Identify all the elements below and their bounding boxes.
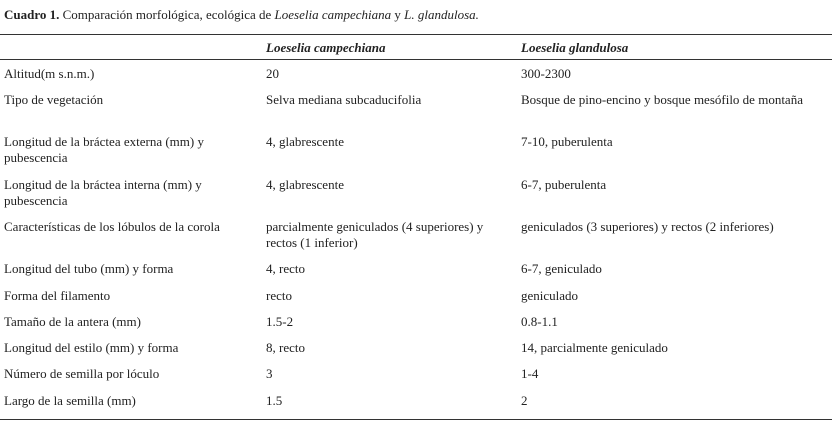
- campechiana-value: 20: [266, 66, 279, 81]
- row-label: Altitud(m s.n.m.): [4, 66, 95, 81]
- campechiana-value: parcialmente geniculados (4 superiores) y rectos (1 inferior): [266, 219, 484, 250]
- table-bottom-rule: [0, 419, 832, 420]
- campechiana-value: 8, recto: [266, 340, 305, 355]
- row-label: Largo de la semilla (mm): [4, 393, 136, 408]
- column-header-campechiana: Loeselia campechiana: [266, 40, 386, 55]
- campechiana-value: 3: [266, 366, 273, 381]
- row-label: Tipo de vegetación: [4, 92, 104, 107]
- row-label: Forma del filamento: [4, 288, 111, 303]
- row-label: Longitud de la bráctea interna (mm) y pubescencia: [4, 177, 202, 208]
- glandulosa-value: Bosque de pino-encino y bosque mesófilo de montaña: [521, 92, 803, 107]
- column-header-glandulosa: Loeselia glandulosa: [521, 40, 629, 55]
- row-label: Características de los lóbulos de la corola: [4, 219, 220, 234]
- glandulosa-value: 2: [521, 393, 528, 408]
- campechiana-value: 1.5: [266, 393, 283, 408]
- glandulosa-value: 14, parcialmente geniculado: [521, 340, 668, 355]
- table-top-rule: [0, 34, 832, 35]
- campechiana-value: recto: [266, 288, 292, 303]
- row-label: Número de semilla por lóculo: [4, 366, 160, 381]
- row-label: Longitud del tubo (mm) y forma: [4, 261, 174, 276]
- caption-label: Cuadro 1.: [4, 7, 60, 22]
- row-label: Longitud del estilo (mm) y forma: [4, 340, 179, 355]
- glandulosa-value: 300-2300: [521, 66, 571, 81]
- campechiana-value: 1.5-2: [266, 314, 294, 329]
- campechiana-value: 4, glabrescente: [266, 177, 344, 192]
- glandulosa-value: geniculados (3 superiores) y rectos (2 inferiores): [521, 219, 774, 234]
- table-caption: [4, 7, 479, 23]
- caption-text-b: y: [394, 7, 401, 22]
- glandulosa-value: 7-10, puberulenta: [521, 134, 613, 149]
- glandulosa-value: 1-4: [521, 366, 539, 381]
- row-label: Longitud de la bráctea externa (mm) y pubescencia: [4, 134, 204, 165]
- caption-text-a: Comparación morfológica, ecológica de: [62, 7, 272, 22]
- glandulosa-value: 0.8-1.1: [521, 314, 558, 329]
- campechiana-value: Selva mediana subcaducifolia: [266, 92, 422, 107]
- campechiana-value: 4, glabrescente: [266, 134, 344, 149]
- glandulosa-value: geniculado: [521, 288, 579, 303]
- table-header-rule: [0, 59, 832, 60]
- caption-species-a: Loeselia campechiana: [274, 7, 392, 22]
- glandulosa-value: 6-7, puberulenta: [521, 177, 607, 192]
- campechiana-value: 4, recto: [266, 261, 305, 276]
- caption-species-b: L. glandulosa.: [404, 7, 479, 22]
- glandulosa-value: 6-7, geniculado: [521, 261, 602, 276]
- row-label: Tamaño de la antera (mm): [4, 314, 141, 329]
